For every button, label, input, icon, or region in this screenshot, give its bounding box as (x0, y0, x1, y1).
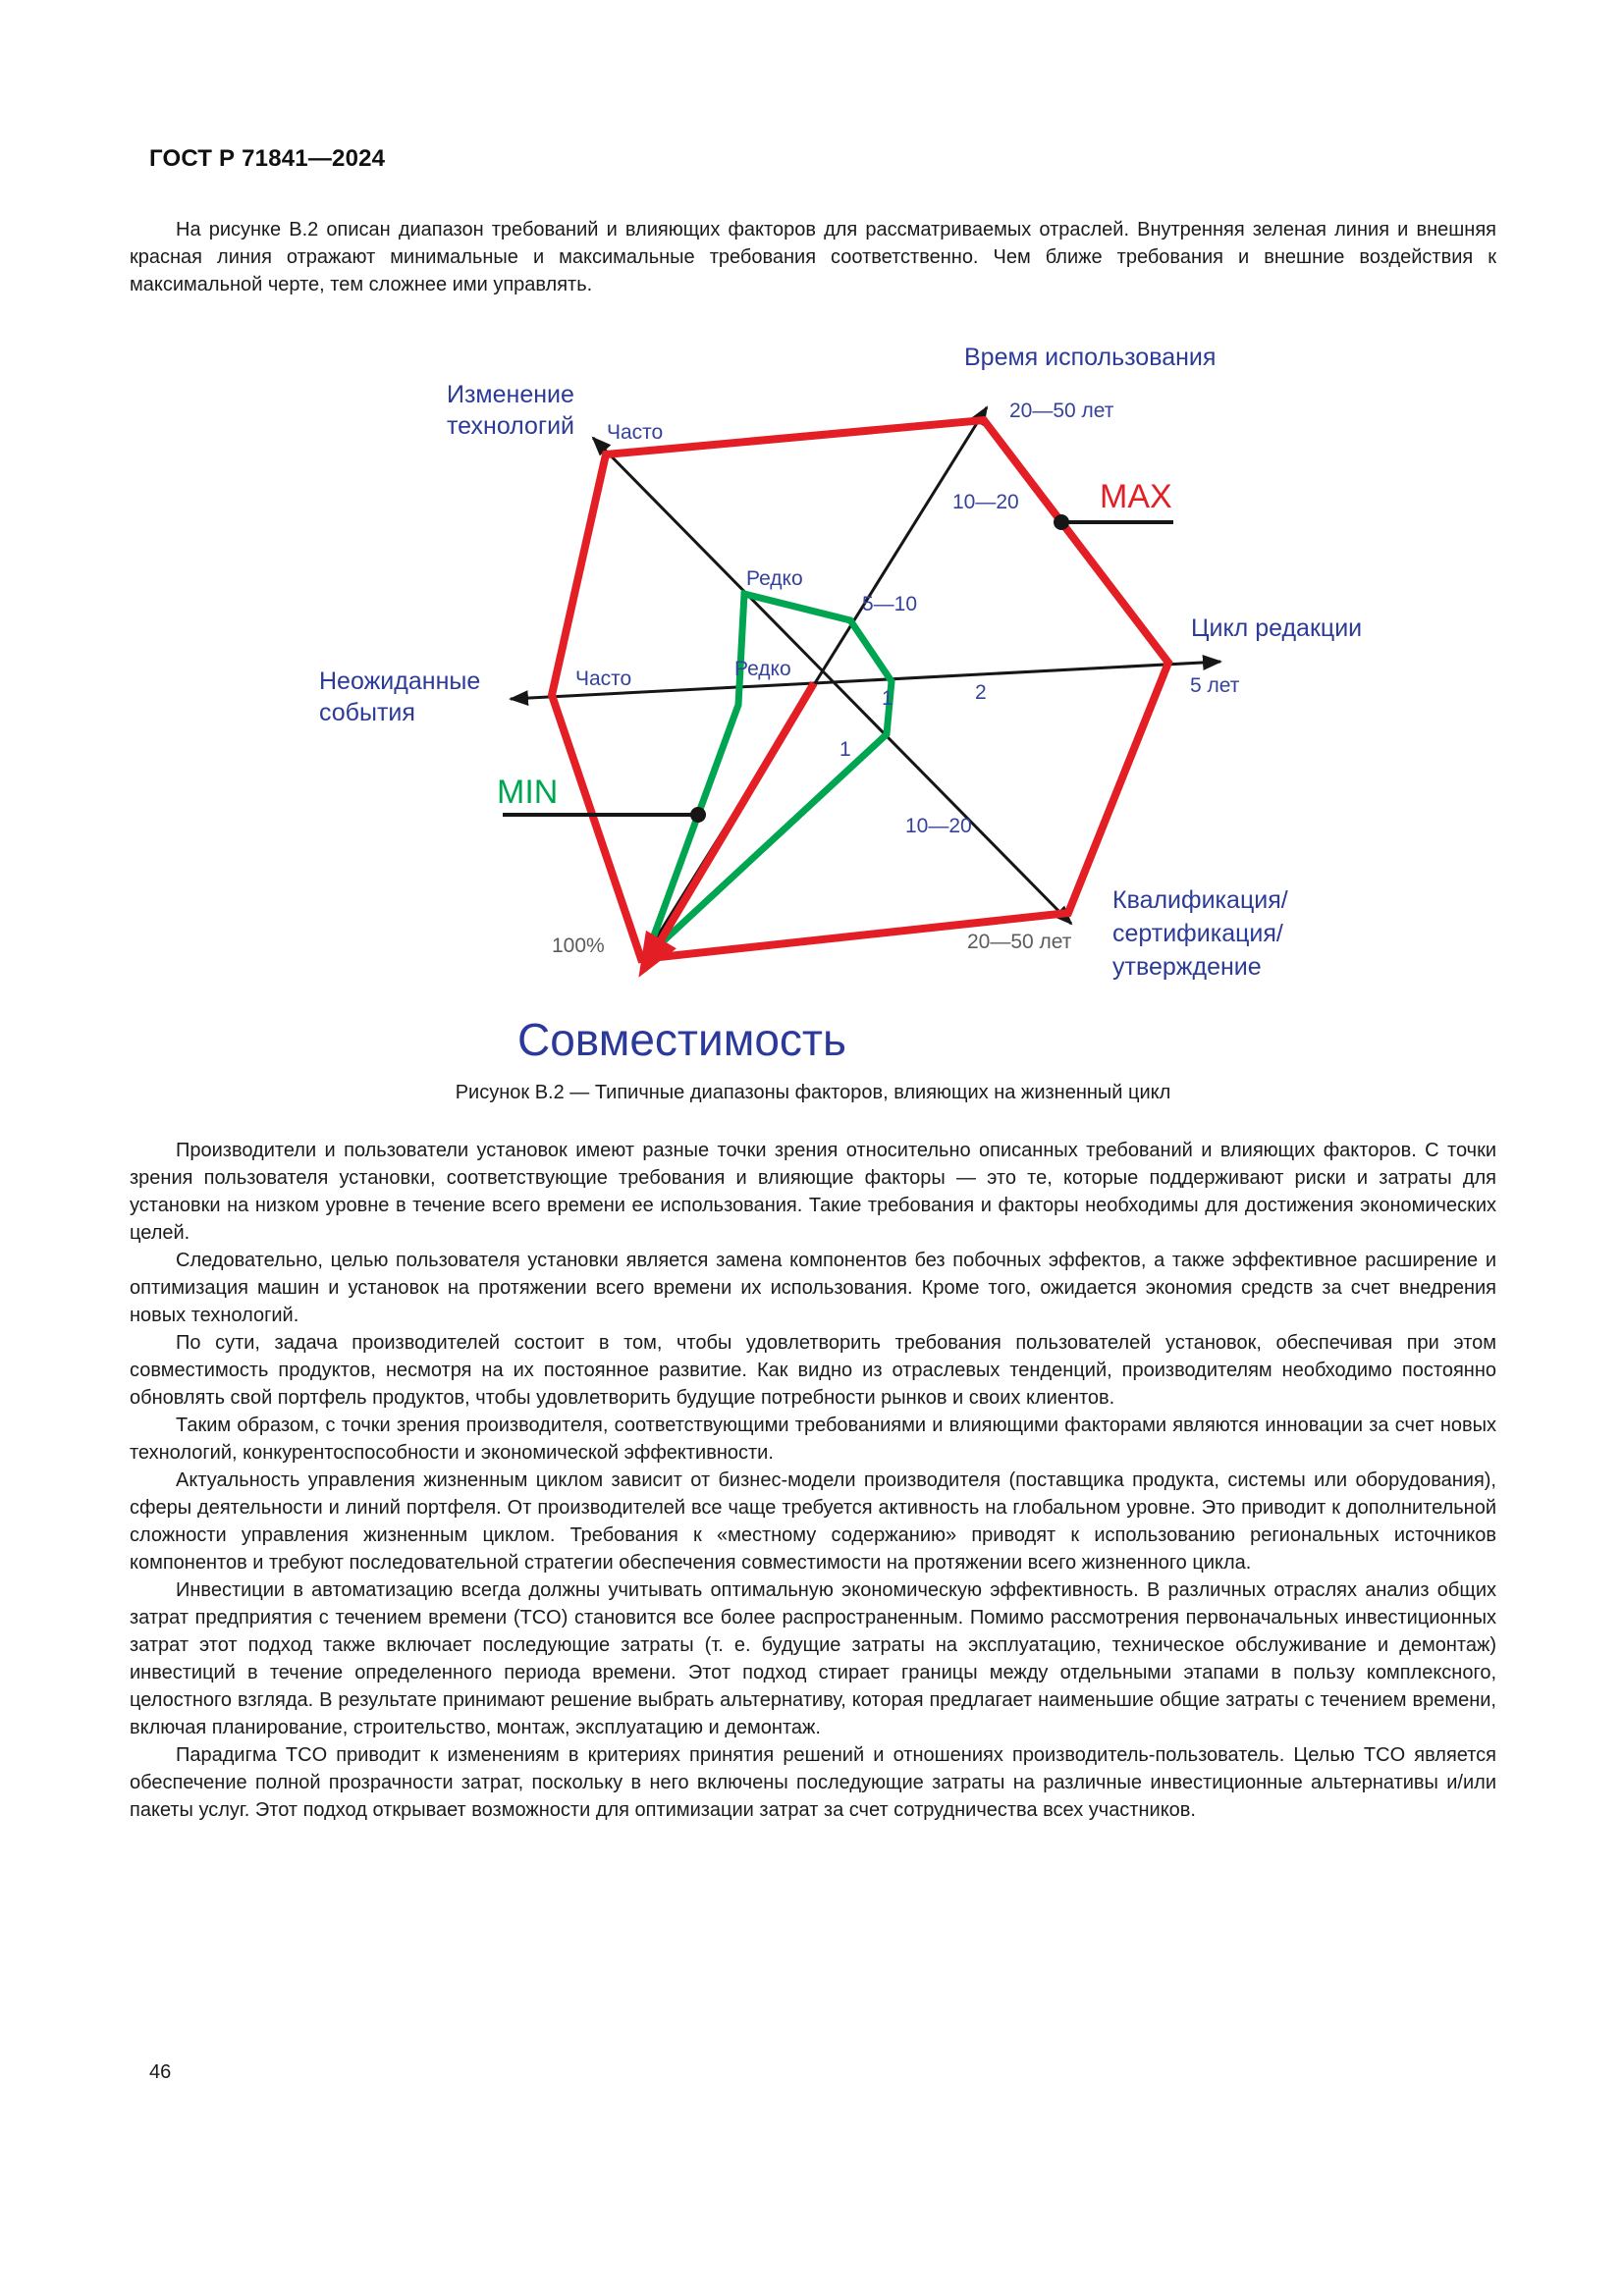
tick-unexpected-max: Часто (575, 667, 632, 690)
axis-title-time: Время использования (964, 344, 1217, 371)
min-label: MIN (497, 774, 559, 811)
max-label: MAX (1100, 478, 1172, 515)
tick-qualification-mid: 10—20 (905, 815, 972, 837)
tick-time-max: 20—50 лет (1009, 400, 1114, 422)
axis-title-qualification-line3: утверждение (1112, 953, 1262, 981)
body-paragraph: По сути, задача производителей состоит в том, чтобы удовлетворить требования пользователей установок, обеспечивая при этом совместимость продуктов, несмотря на их постоянное развитие. Как видно из отраслевых тенденций, производителям необходимо постоянно обновлять свой портфель продуктов, чтобы удовлетворить будущие потребности рынков и своих клиентов. (130, 1332, 1496, 1409)
body-paragraph: Инвестиции в автоматизацию всегда должны учитывать оптимальную экономическую эффективность. В различных отраслях анализ общих затрат предприятия с течением времени (TCO) становится все более распространенным. Помимо рассмотрения первоначальных инвестиционных затрат этот подход также включает последующие затраты (т. е. будущие затраты на эксплуатацию, техническое обслуживание и демонтаж) инвестиций в течение определенного периода времени. Этот подход стирает границы между отдельными этапами в пользу комплексного, целостного взгляда. В результате принимают решение выбрать альтернативу, которая предлагает наименьшие общие затраты с течением времени, включая планирование, строительство, монтаж, эксплуатацию и демонтаж. (130, 1579, 1496, 1738)
body-paragraph: Актуальность управления жизненным циклом зависит от бизнес-модели производителя (поставщика продукта, системы или оборудования), сферы деятельности и линий портфеля. От производителей все чаще требуется активность на глобальном уровне. Это приводит к дополнительной сложности управления жизненным циклом. Требования к «местному содержанию» приводят к использованию региональных источников компонентов и требуют последовательной стратегии обеспечения совместимости на протяжении всего жизненного цикла. (130, 1469, 1496, 1574)
document-header: ГОСТ Р 71841—2024 (149, 145, 386, 172)
page-number: 46 (149, 2061, 172, 2083)
tick-tech-min: Редко (746, 567, 803, 590)
tick-time-min: 5—10 (862, 593, 918, 615)
max-polygon (552, 420, 1168, 959)
tick-qualification-min: 1 (839, 738, 851, 761)
axis-qualification-line (833, 681, 1071, 924)
tick-edition-min: 1 (882, 687, 893, 710)
body-paragraph: Производители и пользователи установок имеют разные точки зрения относительно описанных требований и влияющих факторов. С точки зрения пользователя установки, соответствующие требования и влияющие факторы — это те, которые поддерживают риски и затраты для установки на низком уровне в течение всего времени ее использования. Такие требования и факторы необходимы для достижения экономических целей. (130, 1140, 1496, 1244)
axis-title-tech-line1: Изменение (447, 381, 574, 408)
min-pointer-dot (690, 807, 706, 823)
figure-caption: Рисунок В.2 — Типичные диапазоны факторов, влияющих на жизненный цикл (455, 1082, 1171, 1103)
tick-compatibility-max: 100% (552, 934, 605, 957)
radar-figure (265, 329, 1434, 1095)
tick-tech-max: Часто (607, 421, 664, 444)
body-paragraph: Следовательно, целью пользователя установки является замена компонентов без побочных эффектов, а также эффективное расширение и оптимизация машин и установок на протяжении всего времени их использования. Кроме того, ожидается экономия средств за счет внедрения новых технологий. (130, 1250, 1496, 1326)
body-paragraph: Таким образом, с точки зрения производителя, соответствующими требованиями и влияющими факторами являются инновации за счет новых технологий, конкурентоспособности и экономической эффективности. (130, 1415, 1496, 1464)
axis-title-edition: Цикл редакции (1191, 614, 1363, 642)
axis-title-qualification-line1: Квалификация/ (1112, 886, 1288, 914)
max-pointer-dot (1054, 514, 1069, 530)
axis-title-compatibility: Совместимость (517, 1014, 846, 1065)
axis-title-unexpected-line1: Неожиданные (319, 667, 481, 695)
axis-title-unexpected-line2: события (319, 699, 415, 726)
tick-edition-mid: 2 (975, 681, 987, 704)
body-paragraph: Парадигма TCO приводит к изменениям в критериях принятия решений и отношениях производитель-пользователь. Целью TCO является обеспечение полной прозрачности затрат, поскольку в него включены последующие затраты на различные инвестиционные альтернативы и/или пакеты услуг. Этот подход открывает возможности для оптимизации затрат за счет сотрудничества всех участников. (130, 1744, 1496, 1821)
axis-title-qualification-line2: сертификация/ (1112, 920, 1283, 947)
body-text (130, 1137, 1496, 1824)
tick-unexpected-min: Редко (734, 658, 791, 680)
intro-paragraph: На рисунке В.2 описан диапазон требований и влияющих факторов для рассматриваемых отраслей. Внутренняя зеленая линия и внешняя красная линия отражают минимальные и максимальные требования соответственно. Чем ближе требования и внешние воздействия к максимальной черте, тем сложнее ими управлять. (130, 219, 1496, 295)
intro-paragraph-block (130, 216, 1496, 298)
tick-qualification-max: 20—50 лет (967, 931, 1072, 953)
tick-time-mid: 10—20 (952, 491, 1019, 513)
axis-tech-line (593, 438, 833, 681)
axis-title-tech-line2: технологий (447, 412, 575, 440)
tick-edition-max: 5 лет (1190, 674, 1240, 697)
